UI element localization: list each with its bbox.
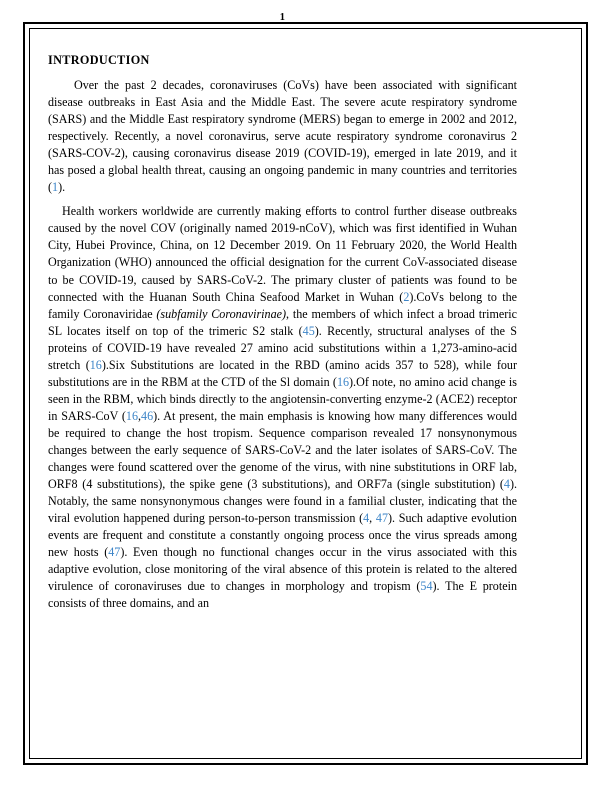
citation-54[interactable]: 54 xyxy=(420,579,433,594)
paragraph-text: ).Six Substitutions are located in the RBD (amino acids 357 to 528), while four substitutions are in the RBM at the CTD of the Sl domain ( xyxy=(48,357,517,389)
paragraph-text: Health workers worldwide are currently making efforts to control further disease outbreaks caused by the novel COV (originally named 2019-nCoV), which was first identified in Wuhan City, Hubei Province, China, on 12 December 2019. On 11 February 2020, the World Health Organization (WHO) announced the official designation for the current CoV-associated disease to be COVID-19, caused by SARS-CoV-2. The primary cluster of patients was found to be connected with the Huanan South China Seafood Market in Wuhan ( xyxy=(48,204,517,304)
paragraph-text: , xyxy=(369,511,376,526)
paragraph-text: ).Of note, no amino acid change is seen in the RBM, which binds directly to the angiotensin-converting enzyme-2 (ACE2) receptor in SARS-CoV ( xyxy=(48,374,517,423)
citation-16-a[interactable]: 16 xyxy=(89,357,102,372)
paragraph-text: Over the past 2 decades, coronaviruses (CoVs) have been associated with significant disease outbreaks in East Asia and the Middle East. The severe acute respiratory syndrome (SARS) and the Middle East respiratory syndrome (MERS) began to emerge in 2002 and 2012, respectively. Recently, a novel coronavirus, serve acute respiratory syndrome coronavirus 2 (SARS-COV-2), causing coronavirus disease 2019 (COVID-19), emerged in late 2019, and it has posed a global health threat, causing an ongoing pandemic in many countries and territories ( xyxy=(48,78,517,195)
paragraph-text: , the members of which infect a broad trimeric SL locates itself on top of the trimeric S2 stalk ( xyxy=(48,306,517,338)
paragraph-text: ). Notably, the same nonsynonymous changes were found in a familial cluster, indicating that the viral evolution happened during person-to-person transmission ( xyxy=(48,477,517,526)
citation-46[interactable]: 46 xyxy=(141,408,154,423)
paragraph-text: ).CoVs belong to the family Coronaviridae xyxy=(48,289,517,321)
paragraph-health-workers xyxy=(48,203,517,612)
page-number: 1 xyxy=(279,12,286,23)
page-content xyxy=(48,11,517,711)
italic-subfamily-coronavirinae: (subfamily Coronavirinae) xyxy=(156,306,287,321)
citation-4-a[interactable]: 4 xyxy=(503,477,510,492)
paragraph-text: ). Such adaptive evolution events are frequent and constitute a constantly ongoing process once the virus spreads among new hosts ( xyxy=(48,511,517,560)
paragraph-intro-overview xyxy=(48,77,517,196)
citation-16-c[interactable]: 16 xyxy=(125,408,139,423)
paragraph-text: , xyxy=(138,408,142,423)
paragraph-text: ). At present, the main emphasis is knowing how many differences would be required to change the host tropism. Sequence comparison revealed 17 nonsynonymous changes between the early sequence of SARS-CoV-2 and the later isolates of SARS-CoV. The changes were found scattered over the genome of the virus, with nine substitutions in ORF lab, ORF8 (4 substitutions), the spike gene (3 substitutions), and ORF7a (single substitution) ( xyxy=(48,408,517,492)
paragraph-text: ). xyxy=(58,180,66,195)
citation-4-b[interactable]: 4 xyxy=(363,511,370,526)
paragraph-text: ). Even though no functional changes occur in the virus associated with this adaptive evolution, close monitoring of the viral absence of this protein is related to the altered virulence of coronaviruses due to changes in morphology and tropism ( xyxy=(48,545,517,594)
paragraph-text: ). The E protein consists of three domains, and an xyxy=(48,579,517,611)
citation-47-b[interactable]: 47 xyxy=(108,545,121,560)
page-title: INTRODUCTION xyxy=(48,53,150,67)
citation-45[interactable]: 45 xyxy=(302,323,315,338)
paragraph-text: ). Recently, structural analyses of the S proteins of COVID-19 have revealed 27 amino acid substitutions within a 1,273-amino-acid stretch ( xyxy=(48,323,517,372)
citation-16-b[interactable]: 16 xyxy=(336,374,350,389)
citation-1[interactable]: 1 xyxy=(52,180,59,195)
citation-47-a[interactable]: 47 xyxy=(375,511,388,526)
citation-2[interactable]: 2 xyxy=(403,289,410,304)
